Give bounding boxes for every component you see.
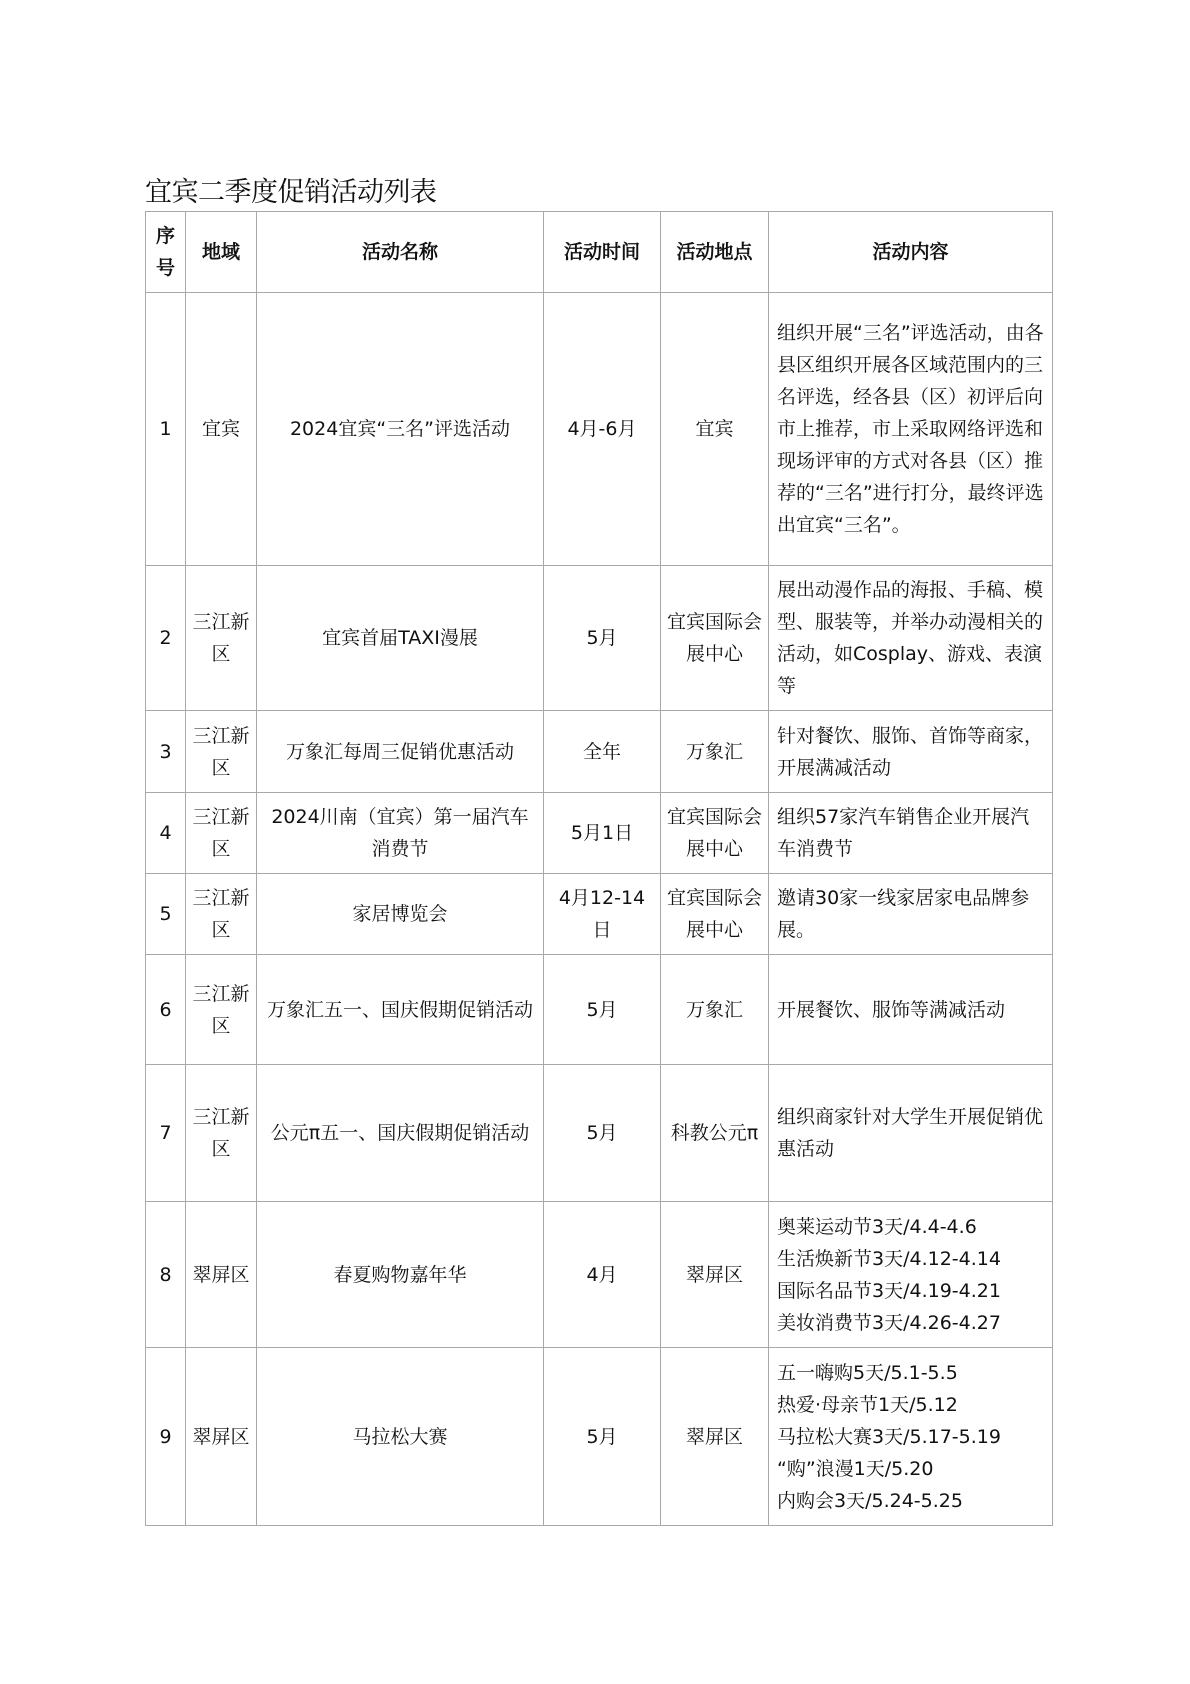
cell-activity-content [769,1065,1053,1202]
cell-activity-content [769,293,1053,566]
cell-activity-time: 5月 [544,955,661,1065]
cell-region: 翠屏区 [186,1202,257,1348]
cell-activity-name: 家居博览会 [257,874,544,955]
cell-activity-place: 宜宾国际会展中心 [661,793,769,874]
table-row [146,1065,1053,1202]
content-line: “购”浪漫1天/5.20 [777,1457,934,1480]
content-line: 热爱·母亲节1天/5.12 [777,1393,958,1416]
cell-activity-place: 万象汇 [661,711,769,793]
cell-no: 5 [146,874,186,955]
content-line: 邀请30家一线家居家电品牌参展。 [777,887,1030,941]
header-time: 活动时间 [544,212,661,293]
content-line: 组织开展“三名”评选活动，由各县区组织开展各区域范围内的三名评选，经各县（区）初评后向市上推荐，市上采取网络评选和现场评审的方式对各县（区）推荐的“三名”进行打分，最终评选出宜宾“三名”。 [777,322,1044,536]
cell-no: 1 [146,293,186,566]
table-row [146,955,1053,1065]
content-line: 五一嗨购5天/5.1-5.5 [777,1361,958,1384]
cell-activity-time: 全年 [544,711,661,793]
cell-activity-content [769,711,1053,793]
table-row [146,293,1053,566]
cell-activity-place: 科教公元π [661,1065,769,1202]
table-row [146,711,1053,793]
table-body [146,293,1053,1526]
content-line: 美妆消费节3天/4.26-4.27 [777,1311,1001,1334]
cell-activity-name: 春夏购物嘉年华 [257,1202,544,1348]
cell-activity-time: 4月12-14日 [544,874,661,955]
table-row [146,1348,1053,1526]
cell-activity-place: 宜宾国际会展中心 [661,874,769,955]
cell-no: 4 [146,793,186,874]
content-line: 组织商家针对大学生开展促销优惠活动 [777,1106,1044,1160]
content-line: 针对餐饮、服饰、首饰等商家，开展满减活动 [777,724,1044,779]
header-place: 活动地点 [661,212,769,293]
cell-activity-content [769,566,1053,711]
cell-activity-place: 翠屏区 [661,1348,769,1526]
content-line: 展出动漫作品的海报、手稿、模型、服装等，并举办动漫相关的活动，如Cosplay、游戏、表演等 [777,579,1044,697]
content-line: 开展餐饮、服饰等满减活动 [777,998,1006,1021]
cell-activity-place: 宜宾国际会展中心 [661,566,769,711]
cell-region: 三江新区 [186,711,257,793]
cell-no: 8 [146,1202,186,1348]
cell-activity-name: 2024川南（宜宾）第一届汽车消费节 [257,793,544,874]
cell-activity-place: 翠屏区 [661,1202,769,1348]
content-line: 马拉松大赛3天/5.17-5.19 [777,1425,1001,1448]
content-line: 内购会3天/5.24-5.25 [777,1489,963,1512]
cell-activity-time: 5月 [544,566,661,711]
cell-activity-name: 宜宾首届TAXI漫展 [257,566,544,711]
cell-region: 宜宾 [186,293,257,566]
content-line: 国际名品节3天/4.19-4.21 [777,1279,1001,1302]
table-row [146,793,1053,874]
cell-no: 7 [146,1065,186,1202]
table-row [146,1202,1053,1348]
cell-activity-content [769,1202,1053,1348]
cell-activity-name: 马拉松大赛 [257,1348,544,1526]
cell-activity-content [769,955,1053,1065]
content-line: 生活焕新节3天/4.12-4.14 [777,1247,1001,1270]
cell-region: 三江新区 [186,955,257,1065]
cell-activity-name: 公元π五一、国庆假期促销活动 [257,1065,544,1202]
cell-activity-time: 5月 [544,1065,661,1202]
header-region: 地域 [186,212,257,293]
cell-region: 三江新区 [186,1065,257,1202]
cell-activity-content [769,874,1053,955]
cell-activity-name: 2024宜宾“三名”评选活动 [257,293,544,566]
cell-region: 三江新区 [186,874,257,955]
cell-activity-name: 万象汇每周三促销优惠活动 [257,711,544,793]
cell-no: 6 [146,955,186,1065]
cell-activity-place: 宜宾 [661,293,769,566]
cell-activity-time: 4月 [544,1202,661,1348]
header-no: 序号 [146,212,186,293]
header-content: 活动内容 [769,212,1053,293]
cell-no: 2 [146,566,186,711]
cell-activity-time: 5月1日 [544,793,661,874]
cell-no: 3 [146,711,186,793]
cell-activity-content [769,1348,1053,1526]
table-header-row [146,212,1053,293]
cell-region: 三江新区 [186,566,257,711]
header-name: 活动名称 [257,212,544,293]
cell-no: 9 [146,1348,186,1526]
cell-activity-content [769,793,1053,874]
content-line: 奥莱运动节3天/4.4-4.6 [777,1215,977,1238]
page-title: 宜宾二季度促销活动列表 [145,177,437,208]
content-line: 组织57家汽车销售企业开展汽车消费节 [777,806,1030,860]
cell-activity-place: 万象汇 [661,955,769,1065]
table-row [146,566,1053,711]
cell-region: 三江新区 [186,793,257,874]
cell-activity-name: 万象汇五一、国庆假期促销活动 [257,955,544,1065]
promotion-table [145,211,1053,1526]
table-row [146,874,1053,955]
cell-activity-time: 5月 [544,1348,661,1526]
cell-activity-time: 4月-6月 [544,293,661,566]
cell-region: 翠屏区 [186,1348,257,1526]
